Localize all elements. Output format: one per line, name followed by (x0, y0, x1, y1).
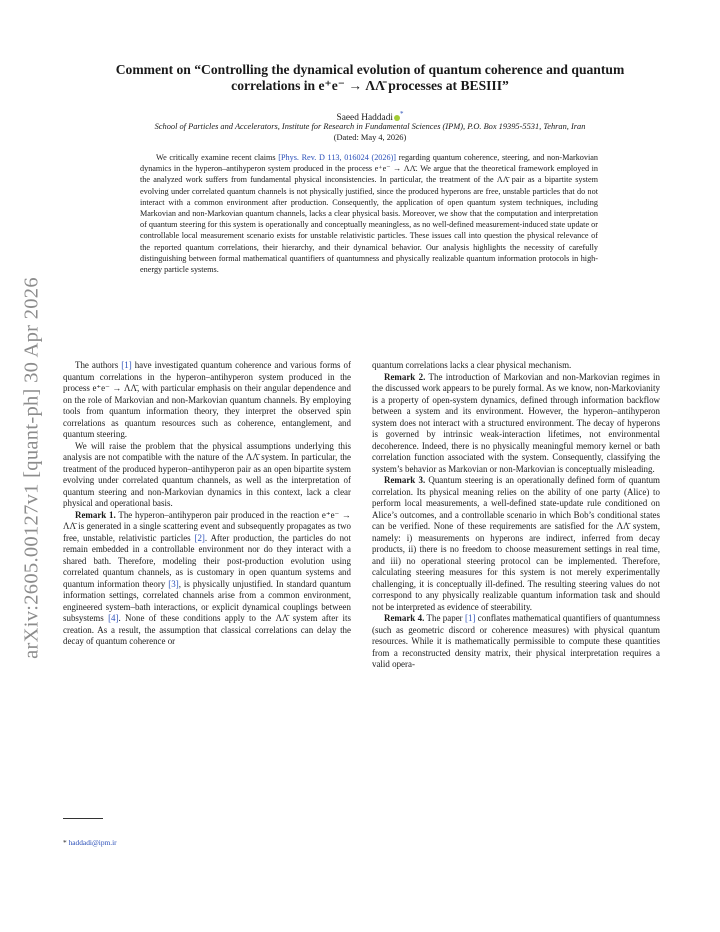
remark-1-paragraph (63, 510, 351, 648)
author-footnote-marker[interactable]: * (400, 110, 404, 118)
citation-3[interactable]: [3] (168, 578, 179, 589)
continuation-paragraph: quantum correlations lacks a clear physical mechanism. (372, 360, 572, 370)
arxiv-identifier-stamp (14, 268, 50, 668)
intro-text-a: The authors (75, 360, 122, 370)
remark-1-text-c: , is physically unjustified. In standard quantum information settings, correlated channels arise from a common environment, engineered system–bath interactions, or explicit dynamical couplings between subsystems (63, 578, 351, 623)
remark-1-text-a: The hyperon–antihyperon pair produced in the reaction e⁺e⁻ → ΛΛ̄ is generated in a single scattering event and subsequently propagates as two free, unstable, relativistic particles (63, 509, 351, 543)
remark-4-label: Remark 4. (384, 613, 425, 623)
left-column (63, 360, 351, 648)
remark-4-paragraph (372, 613, 660, 671)
abstract-reference-link[interactable]: [Phys. Rev. D 113, 016024 (2026)] (278, 153, 397, 162)
remark-3-paragraph (372, 475, 660, 613)
problem-paragraph: We will raise the problem that the physical assumptions underlying this analysis are not compatible with the nature of the ΛΛ̄ system. In particular, the treatment of the produced hyperon–antihyperon pair as an open bipartite system evolving under correlated quantum channels, as well as the interpretation of quantum steering and non-Markovian dynamics in this context, lack a clear physical and operational basis. (63, 440, 351, 508)
remark-1-label: Remark 1. (75, 509, 116, 520)
author-name: Saeed Haddadi (336, 113, 393, 124)
remark-1-text-b: . After production, the particles do not remain embedded in a controllable environment nor do they interact with a shared bath. Therefore, modeling their post-production evolution using correlated quantum channels, as is customary in open quantum systems and quantum information theory (63, 532, 351, 589)
remark-4-text-a: The paper (424, 613, 466, 623)
remark-2-label: Remark 2. (384, 371, 426, 382)
arxiv-id-text: arXiv:2605.00127v1 [quant-ph] 30 Apr 2026 (20, 277, 43, 659)
citation-1[interactable]: [1] (121, 360, 132, 370)
intro-paragraph (63, 360, 351, 441)
right-column (372, 360, 660, 671)
abstract-text-end: regarding quantum coherence, steering, and non-Markovian dynamics in the hyperon–antihyperon system produced in the process e⁺e⁻ → ΛΛ̄. We argue that the theoretical framework employed in the analyzed work suffers from fundamental physical inconsistencies. In particular, the treatment of the ΛΛ̄ pair as a bipartite system evolving under correlated quantum channels is not physically justified, since the produced hyperons are free, unstable particles that do not interact with a common environment after production. Consequently, the application of open quantum system techniques, including Markovian and non-Markovian quantum channels, lacks a clear physical basis. Moreover, we show that the computation and interpretation of quantum steering for this system is operationally and conceptually meaningless, as no well-defined measurement-induced state update or controllable local measurement scenario exists for unstable relativistic particles. These issues call into question the physical relevance of the reported quantum correlations, their hierarchy, and their dynamical behavior. Our analysis highlights the necessity of carefully distinguishing between formal mathematical quantifiers of quantumness and physically realizable quantum information protocols in high-energy particle systems. (140, 153, 598, 275)
footnote-divider (63, 818, 103, 819)
remark-1-text-d: . None of these conditions apply to the ΛΛ̄ system after its creation. As a result, the assumption that classical correlations can delay the decay of quantum coherence or (63, 613, 351, 646)
remark-3-label: Remark 3. (384, 475, 426, 485)
abstract (140, 152, 598, 275)
author-email-link[interactable]: haddadi@ipm.ir (68, 838, 117, 847)
footnote (63, 838, 117, 847)
citation-1-repeat[interactable]: [1] (465, 613, 476, 623)
footnote-marker: * (63, 838, 67, 847)
citation-2[interactable]: [2] (194, 532, 205, 543)
affiliation: School of Particles and Accelerators, Institute for Research in Fundamental Sciences (IPM), P.O. Box 19395-5531, Tehran, Iran (154, 122, 586, 131)
remark-2-text: The introduction of Markovian and non-Markovian regimes in the discussed work appears to be purely formal. As we know, non-Markovianity is a property of open-system dynamics, defined through information backflow between a system and its environment. However, the hyperon–antihyperon system does not interact with a structured environment. The decay of hyperons is governed by intrinsic weak-interaction lifetimes, not environmental decoherence. Indeed, there is no physically meaningful memory kernel or bath correlation function associated with the system. Consequently, classifying the system’s behavior as Markovian or non-Markovian is conceptually misleading. (372, 371, 661, 474)
remark-2-paragraph (372, 372, 660, 476)
citation-4[interactable]: [4] (108, 613, 119, 623)
remark-4-text-b: conflates mathematical quantifiers of quantumness (such as geometric discord or coherence measures) with physical quantum resources. While it is mathematically permissible to compute these quantities from a reconstructed density matrix, their physical interpretation requires a valid opera- (372, 613, 660, 669)
paper-title: Comment on “Controlling the dynamical evolution of quantum coherence and quantum correlations in e⁺e⁻ → ΛΛ̄ processes at BESIII” (115, 62, 625, 93)
abstract-text-start: We critically examine recent claims (156, 153, 279, 162)
remark-3-text: Quantum steering is an operationally defined form of quantum correlation. Its physical meaning relies on the ability of one party (Alice) to perform local measurements, a well-defined state-update rule conditioned on Alice’s outcomes, and a controllable scenario in which Bob’s conditional states can be verified. None of these requirements are satisfied for the ΛΛ̄ system, namely: i) measurements on hyperons are indirect, inferred from decay products, ii) there is no freedom to choose measurement settings in real time, and iii) no operational steering protocol can be implemented. Therefore, calculating steering measures for this system is not merely experimentally challenging, it is conceptually ill-defined. The resulting steering values do not correspond to any physically realizable quantum information task and should not be interpreted as evidence of steerability. (372, 475, 661, 612)
date-line: (Dated: May 4, 2026) (333, 133, 407, 142)
intro-text-b: have investigated quantum coherence and various forms of quantum correlations in the hyperon–antihyperon system produced in the process e⁺e⁻ → ΛΛ̄, with particular emphasis on their angular dependence and on the role of Markovian and non-Markovian quantum channels. By employing tools from quantum information theory, they interpret the observed spin correlations as quantum resources such as coherence, entanglement, and quantum steering. (63, 360, 351, 439)
